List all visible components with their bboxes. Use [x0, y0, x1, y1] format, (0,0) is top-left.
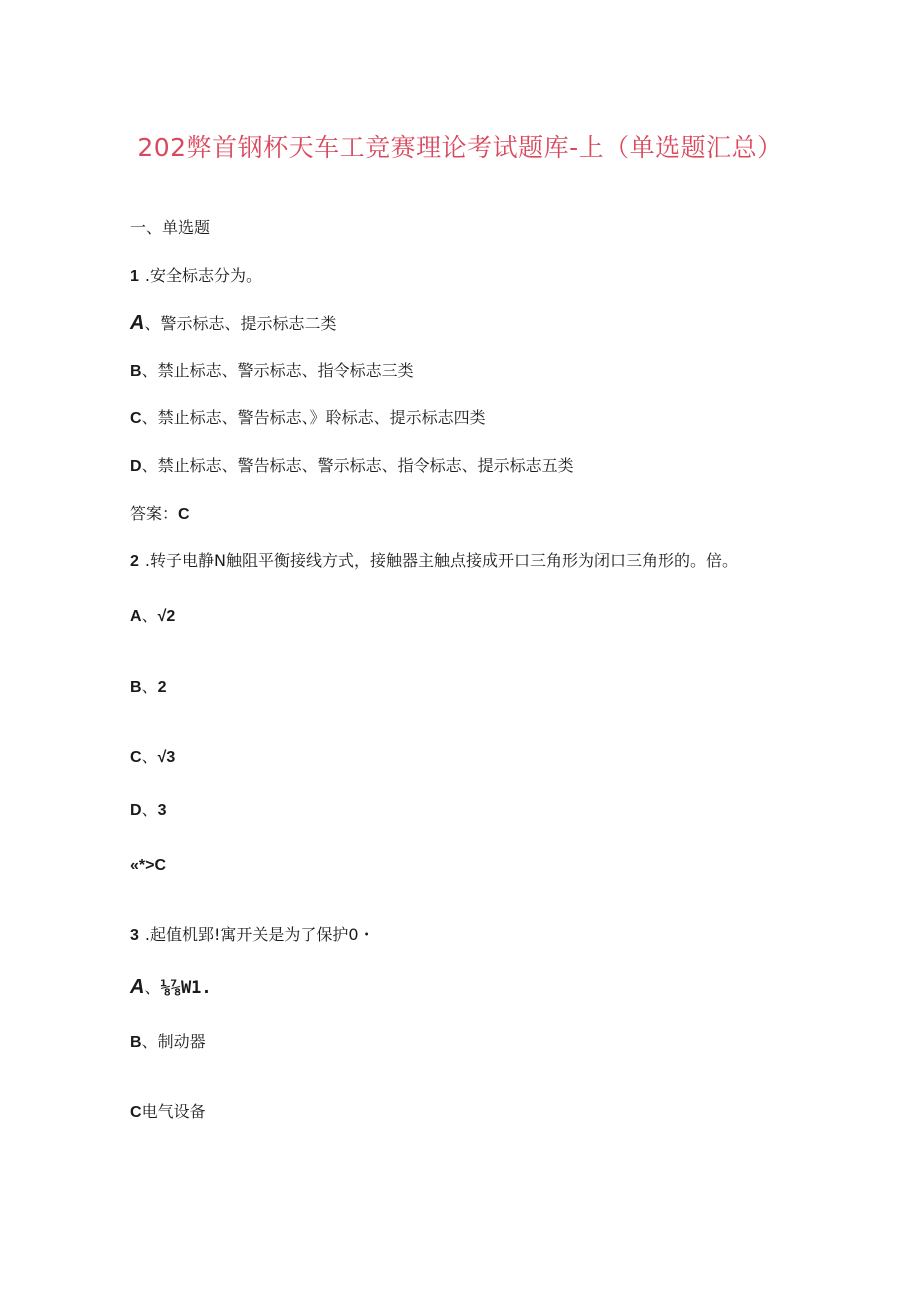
option-3b	[130, 1032, 206, 1053]
option-label: B	[130, 679, 142, 696]
option-1c	[130, 408, 486, 429]
answer-2	[130, 855, 166, 876]
answer-1	[130, 504, 190, 525]
question-2	[130, 551, 738, 572]
option-text: 警示标志、提示标志二类	[160, 314, 337, 333]
option-separator: 、	[141, 1032, 158, 1051]
option-label: C	[130, 1104, 142, 1121]
option-3c	[130, 1102, 206, 1123]
option-separator: 、	[141, 747, 158, 766]
option-label: A	[130, 312, 145, 334]
option-separator: 、	[144, 978, 161, 997]
option-text: 2	[157, 679, 167, 696]
option-separator: 、	[141, 408, 158, 427]
option-text: 3	[157, 802, 167, 819]
option-text: √3	[157, 749, 176, 766]
option-1b	[130, 361, 414, 382]
option-label: B	[130, 363, 142, 380]
option-label: C	[130, 410, 142, 427]
question-number: 3	[130, 927, 139, 944]
option-label: C	[130, 749, 142, 766]
option-text: 禁止标志、警示标志、指令标志三类	[157, 361, 414, 380]
answer-value: C	[154, 857, 167, 874]
option-separator: 、	[144, 314, 161, 333]
answer-prefix: «*>	[130, 857, 155, 874]
option-text: ⅛⅞W1.	[160, 978, 212, 998]
option-separator: 、	[141, 606, 158, 625]
option-label: D	[130, 802, 142, 819]
option-2b	[130, 677, 166, 698]
document-title: 202弊首钢杯天车工竞赛理论考试题库-上（单选题汇总）	[137, 133, 783, 162]
option-label: A	[130, 608, 142, 625]
option-text: 电气设备	[141, 1102, 206, 1121]
option-text: 禁止标志、警告标志、警示标志、指令标志、提示标志五类	[157, 456, 574, 475]
option-2c	[130, 747, 175, 768]
option-label: A	[130, 976, 145, 998]
option-separator: 、	[141, 361, 158, 380]
option-label: D	[130, 458, 142, 475]
option-text: 制动器	[157, 1032, 206, 1051]
option-2a	[130, 606, 175, 627]
question-text: .起值机郢!寓开关是为了保护0・	[144, 925, 375, 944]
question-number: 2	[130, 553, 139, 570]
option-1a	[130, 313, 336, 334]
option-separator: 、	[141, 677, 158, 696]
option-1d	[130, 456, 574, 477]
section-heading: 一、单选题	[130, 218, 211, 237]
option-text: 禁止标志、警告标志、》聆标志、提示标志四类	[157, 408, 486, 427]
option-separator: 、	[141, 800, 158, 819]
option-2d	[130, 800, 166, 821]
option-label: B	[130, 1034, 142, 1051]
option-text: √2	[157, 608, 176, 625]
answer-prefix: 答案：	[130, 504, 179, 523]
question-3	[130, 925, 375, 946]
question-number: 1	[130, 268, 139, 285]
question-text: .安全标志分为。	[144, 266, 262, 285]
question-1	[130, 266, 262, 287]
answer-value: C	[178, 506, 190, 523]
question-text: .转子电静N触阻平衡接线方式，接触器主触点接成开口三角形为闭口三角形的。倍。	[144, 551, 738, 570]
option-separator: 、	[141, 456, 158, 475]
option-3a	[130, 977, 212, 998]
